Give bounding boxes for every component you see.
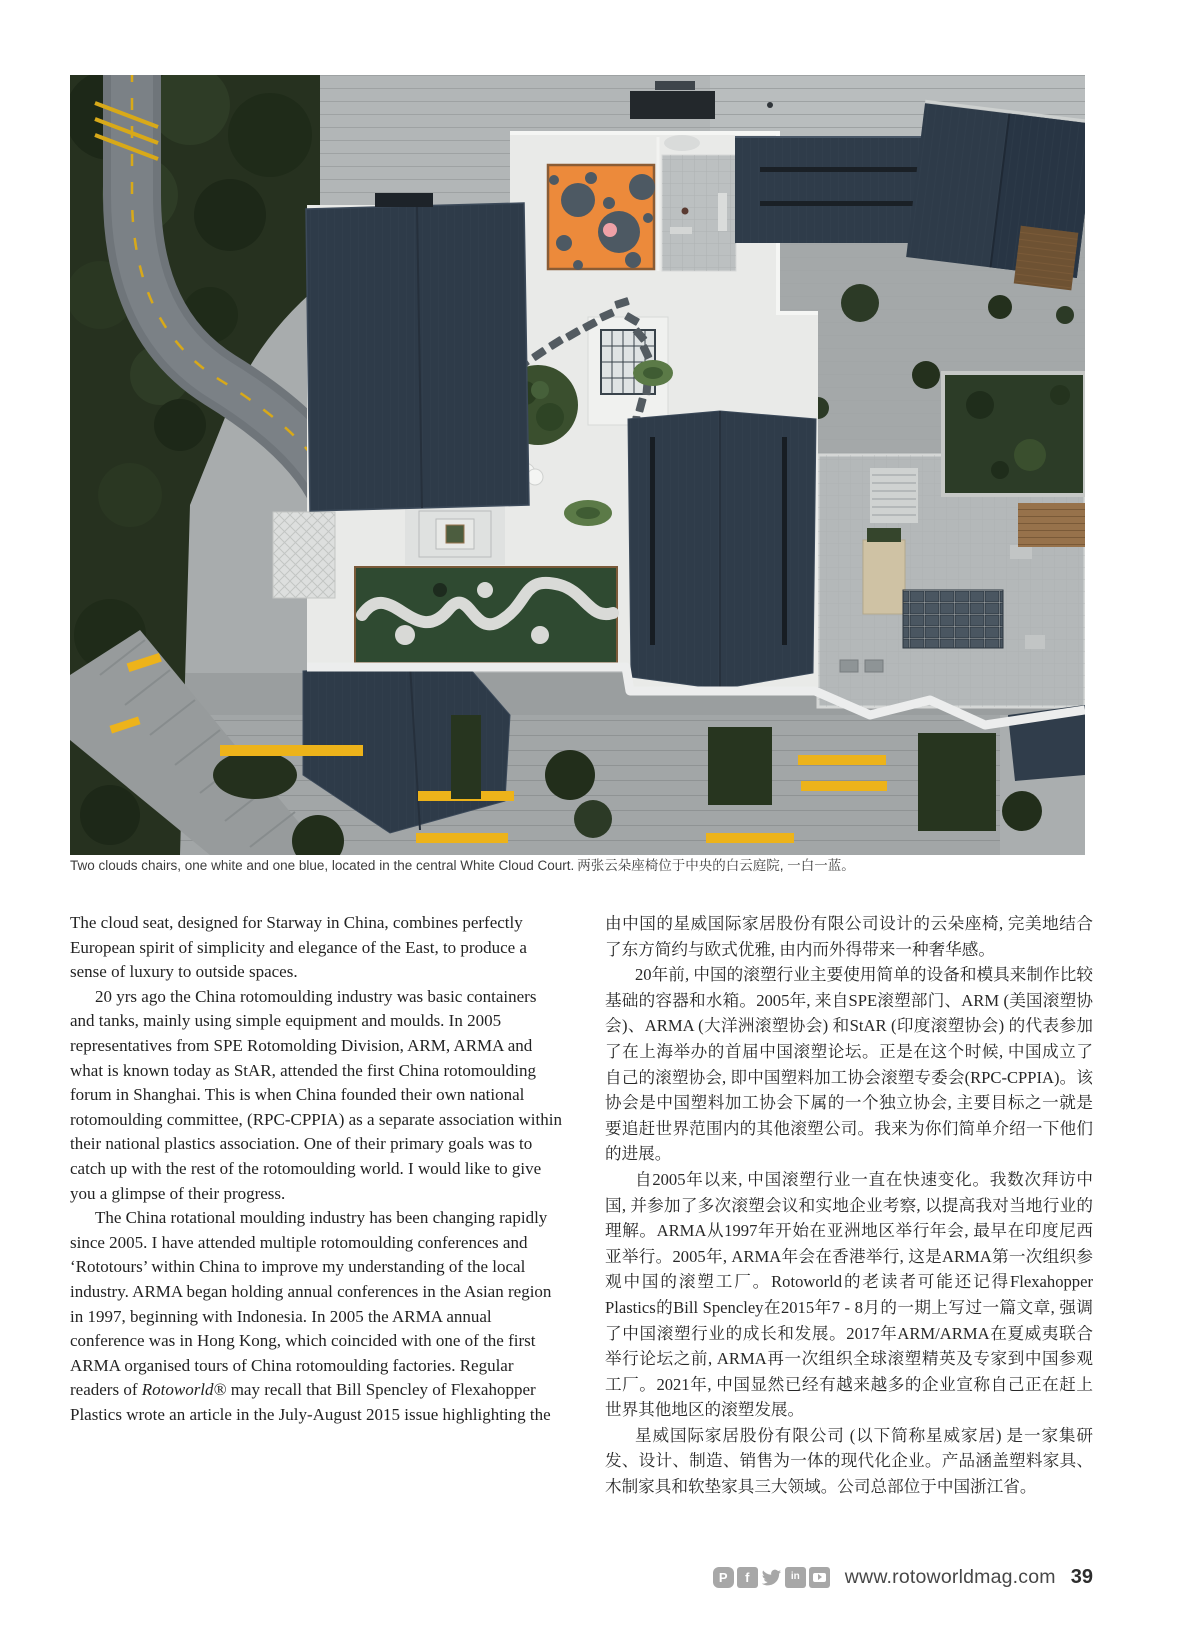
aerial-photo-svg (70, 75, 1085, 855)
paragraph-zh-3: 自2005年以来, 中国滚塑行业一直在快速变化。我数次拜访中国, 并参加了多次滚塑会议和实地企业考察, 以提高我对当地行业的理解。ARMA从1997年开始在亚洲地区举行年会, 最早在印度尼西亚举行。2005年, ARMA年会在香港举行, 这是ARMA第一次组织参观中国的滚塑工厂。Rotoworld的老读者可能还记得Flexahopper Plastics的Bill Spencley在2015年7 - 8月的一期上写过一篇文章, 强调了中国滚塑行业的成长和发展。2017年ARM/ARMA在夏威夷联合举行论坛之前, ARMA再一次组织全球滚塑精英及专家到中国参观工厂。2021年, 中国显然已经有越来越多的企业宣称自己正在赶上世界其他地区的滚塑发展。 (605, 1169, 1093, 1420)
social-icons (713, 1567, 830, 1588)
article-body (70, 911, 1093, 1500)
orange-play-court (548, 165, 655, 270)
wood-deck (863, 540, 905, 614)
aerial-photo (70, 75, 1085, 855)
paragraph-en-3 (70, 1206, 562, 1427)
photo-caption (70, 857, 1088, 874)
green-roof-garden (943, 373, 1085, 495)
planter (867, 528, 901, 542)
facebook-icon[interactable]: f (737, 1567, 758, 1588)
paragraph-en-3-post: may recall that Bill Spencley of Flexahopper Plastics wrote an article in the July-August 2015 issue highlighting the (70, 1380, 551, 1424)
caption-chinese: 两张云朵座椅位于中央的白云庭院, 一白一蓝。 (577, 858, 855, 873)
paragraph-zh-1: 由中国的星威国际家居股份有限公司设计的云朵座椅, 完美地结合了东方简约与欧式优雅, 由内而外得带来一种奢华感。 (605, 914, 1093, 959)
article-column-chinese (605, 911, 1093, 1500)
caption-english: Two clouds chairs, one white and one blue, located in the central White Cloud Court. (70, 858, 575, 873)
navy-roof-upper-left (306, 193, 529, 511)
grey-terrace (658, 135, 736, 271)
solar-panels (903, 590, 1003, 648)
youtube-icon[interactable] (809, 1567, 830, 1588)
paragraph-en-2: 20 yrs ago the China rotomoulding industry was basic containers and tanks, mainly using simple equipment and moulds. In 2005 representatives from SPE Rotomolding Division, ARM, ARMA and what is known today as StAR, attended the first China rotomoulding forum in Shanghai. This is when China founded their own national rotomoulding committee, (RPC-CPPIA) as a separate association within their national plastics association. One of their primary goals was to catch up with the rest of the rotomoulding world. I would like to give you a glimpse of their progress. (70, 986, 562, 1203)
paragraph-zh-4: 星威国际家居股份有限公司 (以下简称星威家居) 是一家集研发、设计、制造、销售为一体的现代化企业。产品涵盖塑料家具、木制家具和软垫家具三大领域。公司总部位于中国浙江省。 (605, 1425, 1093, 1497)
pink-dot (603, 223, 617, 237)
website-url[interactable]: www.rotoworldmag.com (844, 1565, 1056, 1588)
fountain (446, 525, 464, 543)
article-column-english (70, 911, 562, 1500)
page-footer (713, 1562, 1093, 1592)
paragraph-en-3-pre: The China rotational moulding industry has been changing rapidly since 2005. I have attended multiple rotomoulding conferences and ‘Rototours’ within China to improve my understanding of the local industry. ARMA began holding annual conferences in the Asian region in 1997, beginning with Indonesia. In 2005 the ARMA annual conference was in Hong Kong, which coincided with one of the first ARMA organised tours of China rotomoulding factories. Regular readers of (70, 1208, 552, 1400)
page-number: 39 (1070, 1565, 1093, 1588)
person-dot (767, 102, 773, 108)
youtube-play-triangle (818, 1574, 822, 1580)
twitter-icon[interactable] (761, 1567, 782, 1588)
navy-roof-center-tall (628, 411, 816, 689)
winding-garden (355, 567, 617, 663)
person-dot (682, 208, 689, 215)
magazine-title-italic: Rotoworld® (141, 1380, 227, 1400)
paragraph-zh-2: 20年前, 中国的滚塑行业主要使用简单的设备和模具来制作比较基础的容器和水箱。2005年, 来自SPE滚塑部门、ARM (美国滚塑协会)、ARMA (大洋洲滚塑协会) 和StAR (印度滚塑协会) 的代表参加了在上海举办的首届中国滚塑论坛。正是在这个时候, 中国成立了自己的滚塑协会, 即中国塑料加工协会滚塑专委会(RPC-CPPIA)。该协会是中国塑料加工协会下属的一个独立协会, 主要目标之一就是要追赶世界范围内的其他滚塑公司。我来为你们简单介绍一下他们的进展。 (605, 965, 1093, 1164)
pinterest-icon[interactable]: P (713, 1567, 734, 1588)
linkedin-icon[interactable]: in (785, 1567, 806, 1588)
lattice-roof (273, 512, 335, 598)
youtube-screen (813, 1573, 826, 1582)
paragraph-en-1: The cloud seat, designed for Starway in China, combines perfectly European spirit of simplicity and elegance of the East, to produce a sense of luxury to outside spaces. (70, 913, 527, 982)
dark-bench (630, 91, 715, 119)
